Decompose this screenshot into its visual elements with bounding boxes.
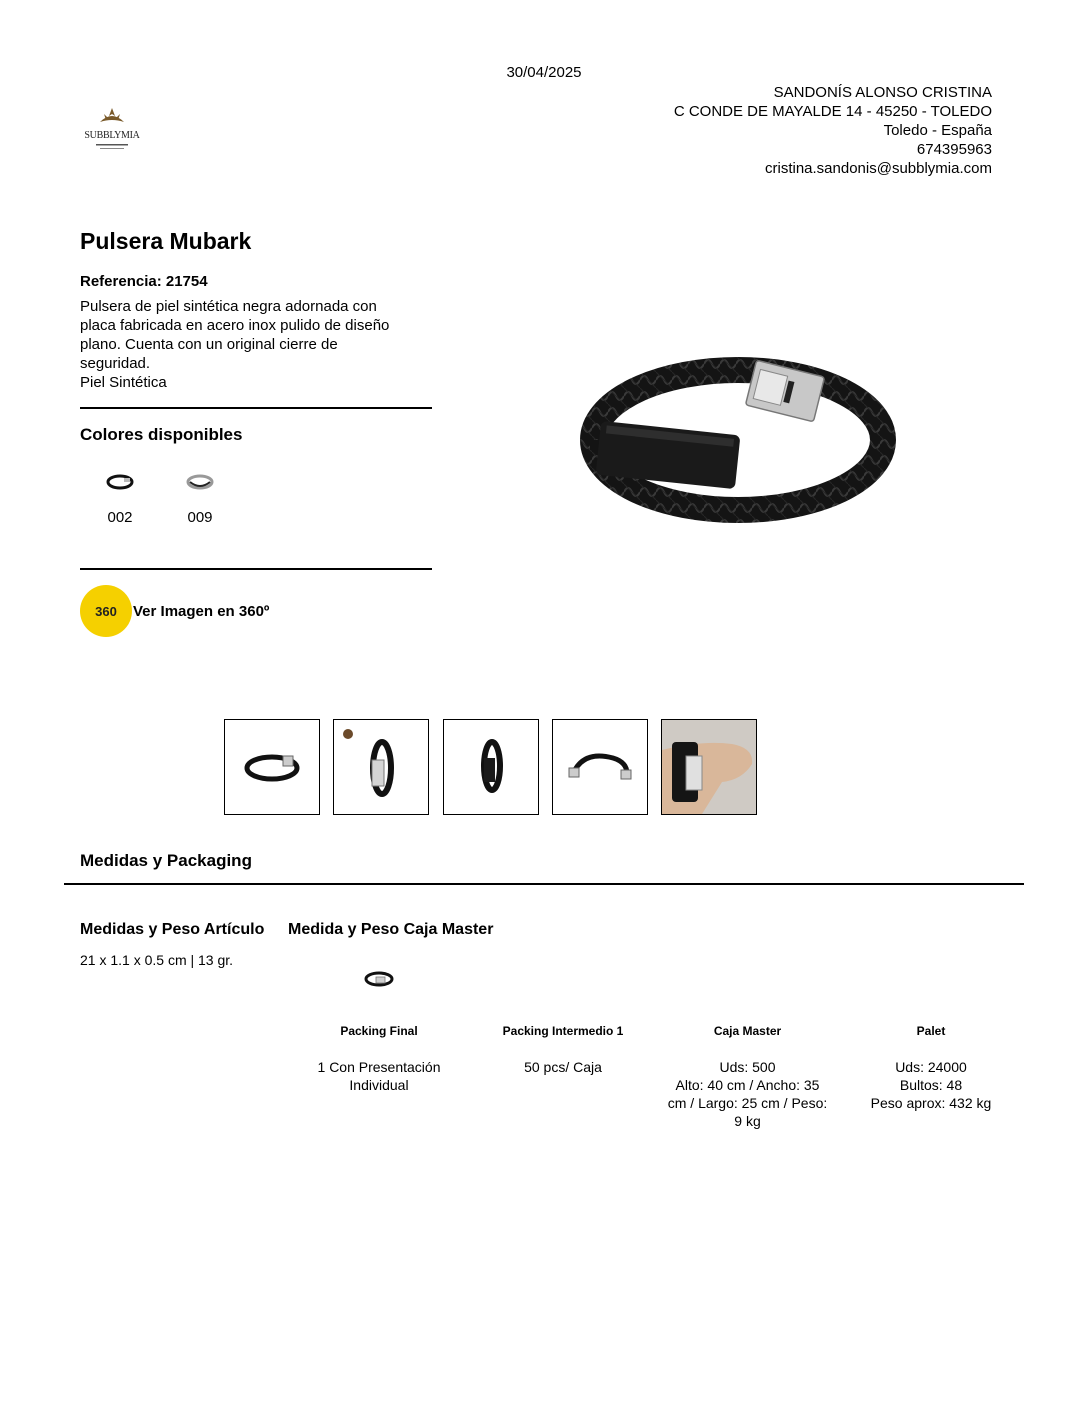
article-heading: Medidas y Peso Artículo	[80, 921, 265, 938]
thumbnail-5[interactable]	[661, 719, 757, 815]
product-title: Pulsera Mubark	[80, 228, 252, 254]
column-value: Uds: 24000 Bultos: 48 Peso aprox: 432 kg	[870, 1059, 992, 1111]
bracelet-black-icon	[100, 470, 140, 494]
divider	[80, 407, 432, 409]
column-value: 1 Con Presentación Individual	[317, 1059, 441, 1093]
contact-city: Toledo - España	[883, 122, 992, 139]
packing-final-col	[304, 1024, 454, 1094]
palet-col	[856, 1024, 1006, 1112]
packing-intermediate-col	[488, 1024, 638, 1076]
material-line: Piel Sintética	[80, 374, 167, 391]
article-measures: 21 x 1.1 x 0.5 cm | 13 gr.	[80, 952, 234, 968]
contact-phone: 674395963	[916, 141, 992, 158]
contact-block	[674, 83, 992, 178]
column-header: Caja Master	[713, 1024, 782, 1038]
thumbnail-2[interactable]	[333, 719, 429, 815]
description-line: seguridad.	[80, 355, 151, 372]
contact-email[interactable]: cristina.sandonis@subblymia.com	[765, 160, 992, 177]
product-reference: Referencia: 21754	[80, 273, 208, 290]
color-code: 009	[187, 509, 213, 526]
column-value: Uds: 500 Alto: 40 cm / Ancho: 35 cm / Largo: 25 cm / Peso: 9 kg	[667, 1059, 828, 1129]
divider	[80, 568, 432, 570]
thumbnail-4[interactable]	[552, 719, 648, 815]
svg-text:SUBBLYMIA: SUBBLYMIA	[84, 130, 140, 141]
view-360-link[interactable]: Ver Imagen en 360º	[133, 603, 270, 620]
product-description	[80, 297, 430, 392]
contact-name: SANDONÍS ALONSO CRISTINA	[773, 84, 992, 101]
bracelet-open-icon	[553, 720, 647, 814]
description-line: placa fabricada en acero inox pulido de diseño	[80, 317, 390, 334]
document-date: 30/04/2025	[506, 64, 582, 81]
column-header: Palet	[916, 1024, 946, 1038]
color-code: 002	[107, 509, 133, 526]
column-header: Packing Final	[340, 1024, 418, 1038]
bracelet-wrist-icon	[662, 720, 756, 814]
packing-bracelet-image	[362, 968, 396, 995]
color-option-002[interactable]	[80, 470, 160, 526]
master-heading: Medida y Peso Caja Master	[288, 921, 494, 938]
company-logo	[80, 104, 144, 156]
divider	[64, 883, 1024, 885]
contact-address: C CONDE DE MAYALDE 14 - 45250 - TOLEDO	[673, 103, 992, 120]
column-header: Packing Intermedio 1	[502, 1024, 624, 1038]
thumbnail-3[interactable]	[443, 719, 539, 815]
description-line: plano. Cuenta con un original cierre de	[80, 336, 338, 353]
caja-master-col	[660, 1024, 835, 1130]
colors-heading: Colores disponibles	[80, 425, 243, 444]
column-value: 50 pcs/ Caja	[524, 1059, 602, 1075]
360-icon[interactable]	[80, 585, 132, 637]
color-option-009[interactable]	[160, 470, 240, 526]
bracelet-front-icon	[334, 720, 428, 814]
packaging-heading: Medidas y Packaging	[80, 851, 252, 870]
bracelet-side-icon	[225, 720, 319, 814]
360-badge-text: 360	[95, 603, 117, 619]
description-line: Pulsera de piel sintética negra adornada con	[80, 298, 377, 315]
product-main-image	[560, 340, 910, 550]
bracelet-silver-icon	[180, 470, 220, 494]
bracelet-plate-icon	[444, 720, 538, 814]
thumbnail-1[interactable]	[224, 719, 320, 815]
